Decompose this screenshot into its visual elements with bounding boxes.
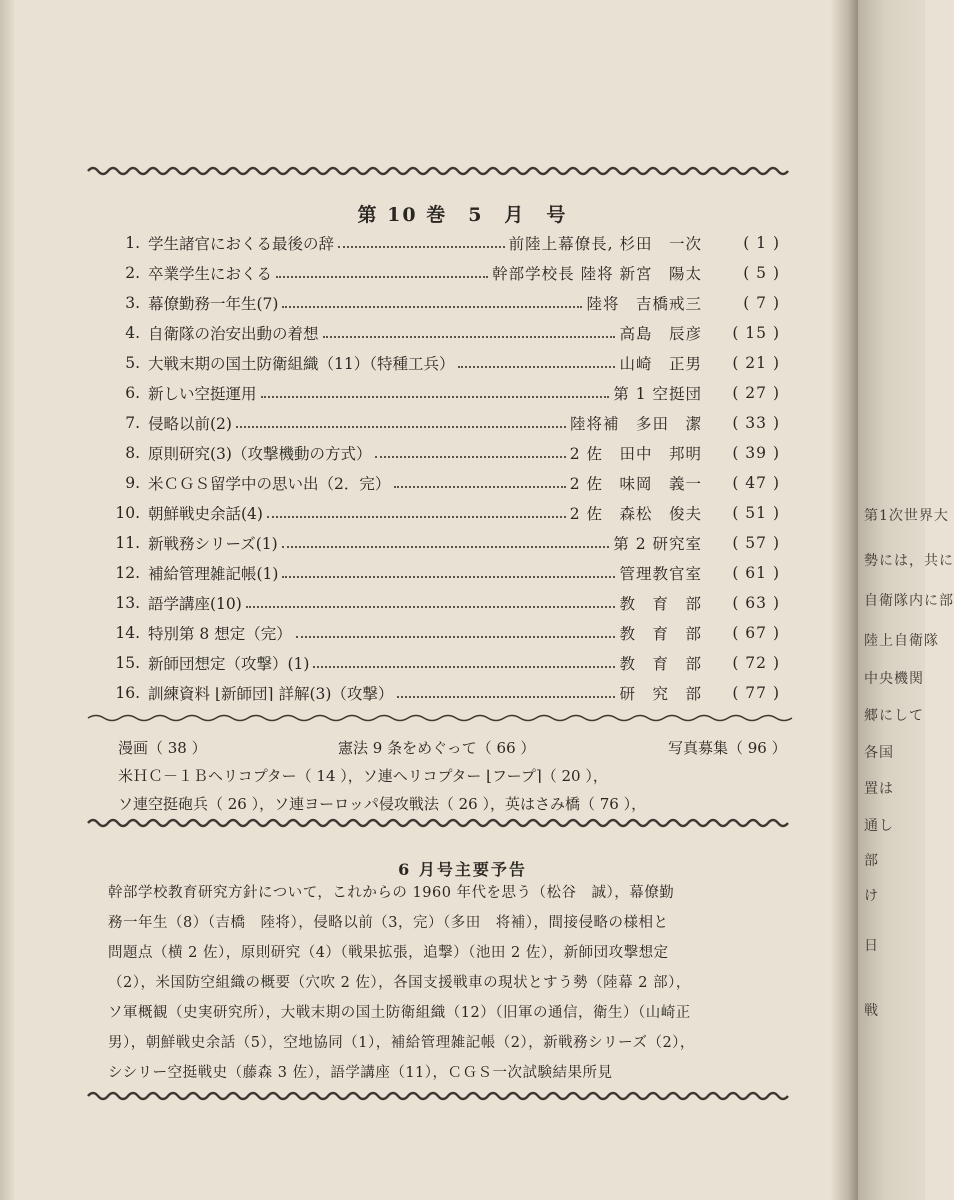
misc-item: 憲法 9 条をめぐって（ 66 ） <box>338 738 536 757</box>
book-gutter <box>830 0 860 1200</box>
toc-entry-title: 新戦務シリーズ(1) <box>148 535 278 553</box>
toc-entry-page: ( 15 ) <box>732 324 780 342</box>
preview-line: 男），朝鮮戦史余話（5），空地協同（1），補給管理雑記帳（2），新戦務シリーズ（2）， <box>108 1035 695 1051</box>
toc-entry <box>100 528 780 558</box>
toc-entry-page: ( 61 ) <box>732 564 780 582</box>
toc-entry <box>100 378 780 408</box>
facing-page-text: 自衛隊内に部 <box>864 593 954 609</box>
toc-entry-title: 特別第 8 想定（完） <box>148 625 292 643</box>
toc-entry-title: 補給管理雑記帳(1) <box>148 565 279 583</box>
toc-entry-title: 新しい空挺運用 <box>148 385 257 403</box>
toc-entry-author: 前陸上幕僚長, 杉田 一次 <box>508 235 702 253</box>
toc-entry-author: 高島 辰彦 <box>619 325 702 343</box>
toc-entry <box>100 318 780 348</box>
toc-leader-dots <box>296 634 616 638</box>
toc-entry-number: 4. <box>125 324 140 342</box>
toc-leader-dots <box>397 694 615 698</box>
toc-entry-page: ( 47 ) <box>732 474 780 492</box>
toc-leader-dots <box>276 274 488 278</box>
facing-page-text: 勢には，共に <box>864 553 954 569</box>
toc-entry-title: 卒業学生におくる <box>148 265 273 283</box>
facing-page-text: 中央機関 <box>864 671 924 687</box>
toc-entry-page: ( 5 ) <box>743 264 780 282</box>
facing-page-text: 置は <box>864 781 894 797</box>
toc-entry-page: ( 77 ) <box>732 684 780 702</box>
toc-entry-author: 教 育 部 <box>619 655 702 673</box>
toc-entry-page: ( 63 ) <box>732 594 780 612</box>
toc-entry <box>100 558 780 588</box>
toc-leader-dots <box>313 664 615 668</box>
toc-entry-author: 管理教官室 <box>619 565 702 583</box>
toc-entry-number: 2. <box>125 264 140 282</box>
toc-leader-dots <box>282 304 582 308</box>
toc-entry-number: 14. <box>115 624 140 642</box>
toc-entry-number: 16. <box>115 684 140 702</box>
toc-entry-author: 陸将 吉橋戒三 <box>586 295 702 313</box>
toc-entry <box>100 588 780 618</box>
toc-entry-title: 大戦末期の国土防衛組織（11）（特種工兵） <box>148 355 455 373</box>
toc-entry <box>100 498 780 528</box>
toc-entry-author: 2 佐 味岡 義一 <box>569 475 702 493</box>
toc-entry-page: ( 33 ) <box>732 414 780 432</box>
toc-entry-author: 第 1 空挺団 <box>613 385 702 403</box>
toc-entry-number: 5. <box>125 354 140 372</box>
toc-entry-author: 幹部学校長 陸将 新宮 陽太 <box>492 265 702 283</box>
toc-entry-page: ( 21 ) <box>732 354 780 372</box>
preview-line: 幹部学校教育研究方針について，これからの 1960 年代を思う（松谷 誠），幕僚勤 <box>108 885 675 901</box>
toc-entry-page: ( 72 ) <box>732 654 780 672</box>
toc-entry-title: 学生諸官におくる最後の辞 <box>148 235 335 253</box>
toc-entry-page: ( 57 ) <box>732 534 780 552</box>
toc-entry-number: 13. <box>115 594 140 612</box>
toc-entry <box>100 348 780 378</box>
toc-entry-title: 原則研究(3)（攻撃機動の方式） <box>148 445 372 463</box>
toc-entry <box>100 648 780 678</box>
toc-entry-title: 幕僚勤務一年生(7) <box>148 295 279 313</box>
misc-row: 米ＨＣ－１Ｂヘリコプター（ 14 ），ソ連ヘリコプター ⌊フープ⌉（ 20 ）， <box>118 766 608 785</box>
toc-entry-page: ( 67 ) <box>732 624 780 642</box>
misc-item: 写真募集（ 96 ） <box>668 738 787 757</box>
toc-entry-author: 山崎 正男 <box>619 355 702 373</box>
wavy-divider-top <box>88 165 788 177</box>
toc-entry-page: ( 51 ) <box>732 504 780 522</box>
toc-leader-dots <box>375 454 565 458</box>
toc-entry-number: 15. <box>115 654 140 672</box>
wavy-divider-lower <box>88 817 788 829</box>
preview-line: 問題点（横 2 佐），原則研究（4）（戦果拡張，追撃）（池田 2 佐），新師団攻撃想定 <box>108 945 669 961</box>
toc-entry <box>100 408 780 438</box>
misc-row <box>118 733 798 761</box>
facing-page <box>858 0 954 1200</box>
facing-page-text: 陸上自衛隊 <box>864 633 939 649</box>
toc-entry-title: 語学講座(10) <box>148 595 242 613</box>
toc-entry-author: 陸将補 多田 潔 <box>569 415 702 433</box>
toc-entry-author: 2 佐 田中 邦明 <box>569 445 702 463</box>
toc-entry-number: 8. <box>125 444 140 462</box>
toc-entry-number: 1. <box>125 234 140 252</box>
toc-entry-number: 12. <box>115 564 140 582</box>
toc-leader-dots <box>458 364 615 368</box>
toc-leader-dots <box>282 544 610 548</box>
toc-entry-number: 7. <box>125 414 140 432</box>
toc-entry-number: 11. <box>115 534 140 552</box>
toc-entry-author: 第 2 研究室 <box>613 535 702 553</box>
toc-leader-dots <box>394 484 565 488</box>
toc-entry-page: ( 7 ) <box>743 294 780 312</box>
toc-entry-title: 新師団想定（攻撃）(1) <box>148 655 310 673</box>
preview-line: （2），米国防空組織の概要（穴吹 2 佐），各国支援戦車の現状とすう勢（陸幕 2 部）， <box>108 975 691 991</box>
toc-entry-author: 教 育 部 <box>619 625 702 643</box>
toc-entry-page: ( 27 ) <box>732 384 780 402</box>
toc-entry-number: 10. <box>115 504 140 522</box>
toc-entry-title: 自衛隊の治安出動の着想 <box>148 325 319 343</box>
preview-line: ソ軍概観（史実研究所），大戦末期の国土防衛組織（12）（旧軍の通信，衛生）（山崎正 <box>108 1005 691 1021</box>
facing-page-text: 郷にして <box>864 708 924 724</box>
toc-leader-dots <box>323 334 616 338</box>
toc-leader-dots <box>338 244 505 248</box>
preview-line: 務一年生（8）（吉橋 陸将），侵略以前（3，完）（多田 将補），間接侵略の様相と <box>108 915 669 931</box>
preview-line: シシリー空挺戦史（藤森 3 佐），語学講座（11），ＣＧＳ一次試験結果所見 <box>108 1065 613 1081</box>
toc-entry-number: 3. <box>125 294 140 312</box>
facing-page-text: 部 <box>864 853 879 869</box>
facing-page-text: 通し <box>864 818 894 834</box>
facing-page-text: 戦 <box>864 1003 879 1019</box>
table-of-contents <box>100 228 780 708</box>
next-issue-heading: 6 月号主要予告 <box>398 860 527 879</box>
toc-entry-title: 米ＣＧＳ留学中の思い出（2．完） <box>148 475 391 493</box>
toc-entry <box>100 258 780 288</box>
toc-leader-dots <box>282 574 615 578</box>
facing-page-text: け <box>864 888 879 904</box>
wavy-divider-bottom <box>88 1090 788 1102</box>
facing-page-text: 日 <box>864 938 879 954</box>
next-issue-preview <box>108 878 798 1088</box>
paper-left-edge <box>0 0 14 1200</box>
toc-entry <box>100 288 780 318</box>
toc-entry <box>100 678 780 708</box>
toc-entry <box>100 438 780 468</box>
toc-entry-author: 2 佐 森松 俊夫 <box>569 505 702 523</box>
toc-entry-title: 侵略以前(2) <box>148 415 232 433</box>
misc-row: ソ連空挺砲兵（ 26 ），ソ連ヨーロッパ侵攻戦法（ 26 ），英はさみ橋（ 76 ）， <box>118 794 647 813</box>
toc-entry-title: 訓練資料 ⌊新師団⌉ 詳解(3)（攻撃） <box>148 685 394 703</box>
toc-entry-author: 教 育 部 <box>619 595 702 613</box>
toc-entry-number: 9. <box>125 474 140 492</box>
toc-leader-dots <box>246 604 616 608</box>
toc-entry-title: 朝鮮戦史余話(4) <box>148 505 263 523</box>
toc-entry-page: ( 39 ) <box>732 444 780 462</box>
toc-entry-author: 研 究 部 <box>619 685 702 703</box>
issue-heading: 第 10 巻 5 月 号 <box>357 204 568 226</box>
facing-page-text: 各国 <box>864 745 894 761</box>
toc-leader-dots <box>236 424 566 428</box>
miscellaneous-contents <box>118 733 798 817</box>
wavy-divider-middle <box>88 712 788 724</box>
toc-entry-number: 6. <box>125 384 140 402</box>
toc-leader-dots <box>261 394 610 398</box>
toc-leader-dots <box>267 514 566 518</box>
misc-item: 漫画（ 38 ） <box>118 738 207 757</box>
toc-entry <box>100 228 780 258</box>
toc-entry <box>100 468 780 498</box>
toc-entry-page: ( 1 ) <box>743 234 780 252</box>
toc-entry <box>100 618 780 648</box>
facing-page-text: 第1次世界大 <box>864 508 949 524</box>
